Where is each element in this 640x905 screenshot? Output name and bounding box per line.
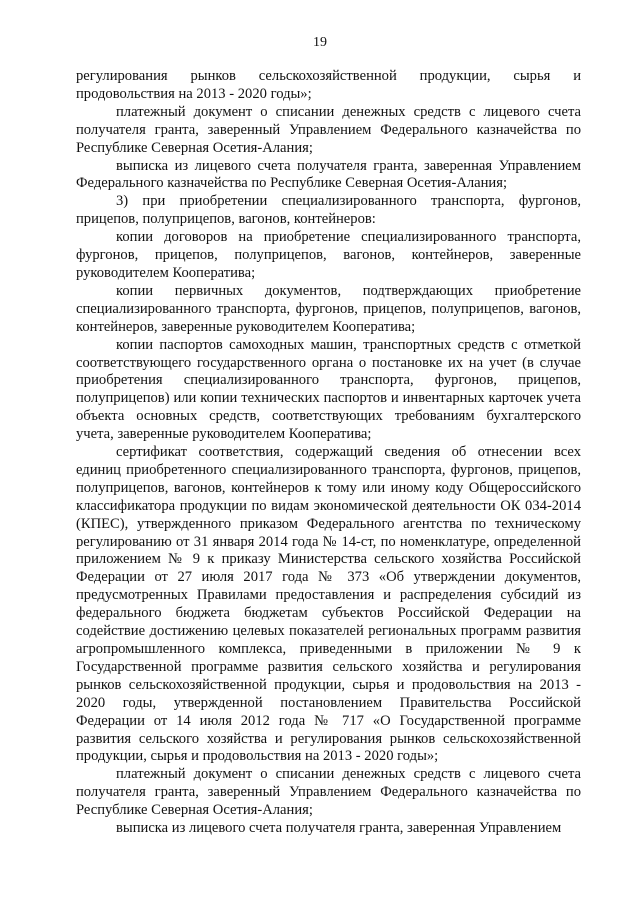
paragraph-primary-documents: копии первичных документов, подтверждающих приобретение специализированного транспорта, фургонов, прицепов, полуприцепов, вагонов, контейнеров, заверенные руководителем Кооператива;: [76, 282, 581, 335]
page-number: 19: [313, 35, 327, 50]
paragraph-contract-copies: копии договоров на приобретение специализированного транспорта, фургонов, прицепов, полуприцепов, вагонов, контейнеров, заверенные руководителем Кооператива;: [76, 229, 581, 281]
paragraph-payment-document-2: платежный документ о списании денежных средств с лицевого счета получателя гранта, заверенный Управлением Федерального казначейства по Республике Северная Осетия-Алания;: [76, 766, 581, 819]
paragraph-passport-copies: копии паспортов самоходных машин, транспортных средств с отметкой соответствующего государственного органа о постановке их на учет (в случае приобретения специализированного транспорта, фургонов, прицепов, полуприцепов) или копии технических паспортов и инвентарных карточек учета объекта основных средств, соответствующих требованиям бухгалтерского учета, заверенные руководителем Кооператива;: [76, 336, 581, 443]
paragraph-continuation: регулирования рынков сельскохозяйственной продукции, сырья и продовольствия на 2013 - 2020 годы»;: [76, 68, 581, 102]
paragraph-account-statement-2: выписка из лицевого счета получателя гранта, заверенная Управлением: [116, 820, 562, 837]
paragraph-account-statement: выписка из лицевого счета получателя гранта, заверенная Управлением Федерального казначейства по Республике Северная Осетия-Алания;: [76, 157, 581, 192]
paragraph-item-3-heading: 3) при приобретении специализированного транспорта, фургонов, прицепов, полуприцепов, вагонов, контейнеров:: [76, 193, 581, 228]
paragraph-certificate: сертификат соответствия, содержащий сведения об отнесении всех единиц приобретенного специализированного транспорта, фургонов, прицепов, полуприцепов, вагонов, контейнеров к тому или иному коду Общероссийского классификатора продукции по видам экономической деятельности ОК 034-2014 (КПЕС), утвержденного приказом Федерального агентства по техническому регулированию от 31 января 2014 года № 14-ст, по номенклатуре, определенной приложением № 9 к приказу Министерства сельского хозяйства Российской Федерации от 27 июля 2017 года № 373 «Об утверждении документов, предусмотренных Правилами предоставления и распределения субсидий из федерального бюджета бюджетам субъектов Российской Федерации на содействие достижению целевых показателей региональных программ развития агропромышленного комплекса, приведенными в приложении № 9 к Государственной программе развития сельского хозяйства и регулирования рынков сельскохозяйственной продукции, сырья и продовольствия на 2013 - 2020 годы, утвержденной постановлением Правительства Российской Федерации от 14 июля 2012 года № 717 «О Государственной программе развития сельского хозяйства и регулирования рынков сельскохозяйственной продукции, сырья и продовольствия на 2013 - 2020 годы»;: [76, 444, 581, 765]
paragraph-payment-document: платежный документ о списании денежных средств с лицевого счета получателя гранта, заверенный Управлением Федерального казначейства по Республике Северная Осетия-Алания;: [76, 103, 581, 156]
document-body: [76, 68, 581, 838]
